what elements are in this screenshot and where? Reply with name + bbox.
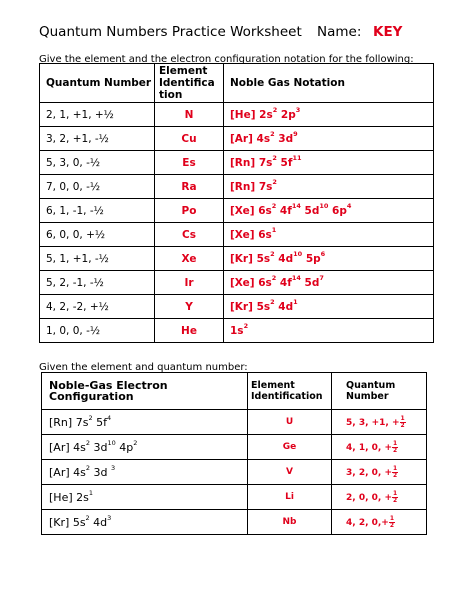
superscript: 1 bbox=[88, 488, 93, 497]
quantum-number-cell: 5, 3, 0, -½ bbox=[40, 151, 155, 175]
spin-fraction bbox=[400, 416, 406, 429]
header-quantum-number: Quantum Number bbox=[40, 64, 155, 103]
notation-part: 3d bbox=[90, 465, 111, 479]
superscript: 2 bbox=[271, 202, 277, 210]
fraction-numerator: 1 bbox=[392, 439, 398, 447]
notation-part: [Rn] 7s bbox=[49, 415, 89, 429]
qn-prefix: 5, 3, +1, + bbox=[346, 417, 400, 428]
notation-part: [Xe] 6s bbox=[230, 228, 272, 241]
quantum-number-cell: 5, 1, +1, -½ bbox=[40, 247, 155, 271]
table-row bbox=[40, 127, 434, 151]
notation-part: 4f bbox=[276, 276, 292, 289]
element-cell: Ir bbox=[155, 271, 224, 295]
superscript: 2 bbox=[272, 178, 277, 186]
table-row bbox=[40, 199, 434, 223]
superscript: 14 bbox=[291, 202, 301, 210]
quantum-number-table bbox=[41, 372, 427, 535]
table-row bbox=[40, 223, 434, 247]
qn-prefix: 2, 0, 0, + bbox=[346, 492, 392, 503]
notation-part: 4d bbox=[274, 252, 294, 265]
notation-cell bbox=[224, 247, 434, 271]
superscript: 2 bbox=[88, 413, 93, 422]
quantum-number-cell bbox=[332, 485, 427, 510]
quantum-number-cell: 6, 0, 0, +½ bbox=[40, 223, 155, 247]
superscript: 1 bbox=[271, 226, 277, 234]
notation-part: [Kr] 5s bbox=[230, 300, 271, 313]
notation-part: 4p bbox=[115, 440, 134, 454]
header-element-identification bbox=[248, 373, 332, 410]
quantum-number-cell: 3, 2, +1, -½ bbox=[40, 127, 155, 151]
header-element-line2: Identifica bbox=[159, 77, 215, 89]
notation-cell bbox=[224, 295, 434, 319]
element-cell: Cs bbox=[155, 223, 224, 247]
section1-instruction: Give the element and the electron configuration notation for the following: bbox=[39, 54, 414, 65]
table-row bbox=[40, 295, 434, 319]
fraction-denominator: 2 bbox=[392, 446, 398, 454]
superscript: 3 bbox=[107, 513, 112, 522]
worksheet-title: Quantum Numbers Practice Worksheet bbox=[39, 24, 302, 40]
superscript: 2 bbox=[270, 250, 275, 258]
quantum-number-cell: 4, 2, -2, +½ bbox=[40, 295, 155, 319]
superscript: 9 bbox=[293, 130, 298, 138]
table-row bbox=[42, 410, 427, 435]
notation-part: [Ar] 4s bbox=[230, 132, 271, 145]
superscript: 10 bbox=[107, 438, 116, 447]
header-element-line2: Identification bbox=[251, 391, 323, 402]
notation-part: 3d bbox=[274, 132, 294, 145]
notation-cell bbox=[224, 199, 434, 223]
table-row bbox=[40, 103, 434, 127]
superscript: 2 bbox=[270, 298, 275, 306]
notation-part: [Xe] 6s bbox=[230, 204, 272, 217]
superscript: 11 bbox=[292, 154, 302, 162]
notation-part: 2p bbox=[277, 108, 296, 121]
table-row bbox=[42, 460, 427, 485]
fraction-denominator: 2 bbox=[392, 471, 398, 479]
element-cell: Po bbox=[155, 199, 224, 223]
spin-fraction bbox=[389, 516, 395, 529]
notation-cell bbox=[224, 127, 434, 151]
superscript: 7 bbox=[319, 274, 324, 282]
configuration-cell bbox=[42, 410, 248, 435]
notation-cell bbox=[224, 319, 434, 343]
notation-part: [Kr] 5s bbox=[230, 252, 271, 265]
superscript: 2 bbox=[85, 513, 90, 522]
qn-prefix: 4, 2, 0,+ bbox=[346, 517, 389, 528]
element-cell: U bbox=[248, 410, 332, 435]
configuration-cell bbox=[42, 435, 248, 460]
superscript: 3 bbox=[295, 106, 301, 114]
quantum-number-cell: 2, 1, +1, +½ bbox=[40, 103, 155, 127]
notation-part: 5f bbox=[92, 415, 107, 429]
fraction-denominator: 2 bbox=[389, 521, 395, 529]
superscript: 2 bbox=[272, 106, 278, 114]
quantum-number-cell: 6, 1, -1, -½ bbox=[40, 199, 155, 223]
notation-cell bbox=[224, 223, 434, 247]
element-cell: Xe bbox=[155, 247, 224, 271]
element-cell: N bbox=[155, 103, 224, 127]
table-row bbox=[40, 151, 434, 175]
superscript: 2 bbox=[133, 438, 138, 447]
quantum-number-cell bbox=[332, 460, 427, 485]
table-row bbox=[40, 319, 434, 343]
name-label: Name: bbox=[317, 24, 362, 40]
fraction-denominator: 2 bbox=[400, 421, 405, 429]
superscript: 4 bbox=[346, 202, 352, 210]
notation-cell bbox=[224, 175, 434, 199]
notation-part: 4d bbox=[274, 300, 294, 313]
table-row bbox=[40, 271, 434, 295]
superscript: 2 bbox=[270, 130, 275, 138]
header-element-line1: Element bbox=[251, 380, 295, 391]
notation-part: [Rn] 7s bbox=[230, 156, 273, 169]
header-qn-line1: Quantum bbox=[346, 380, 396, 391]
header-element-line1: Element bbox=[159, 65, 208, 77]
quantum-number-cell bbox=[332, 410, 427, 435]
element-cell: Y bbox=[155, 295, 224, 319]
notation-part: 5f bbox=[276, 156, 293, 169]
superscript: 4 bbox=[106, 413, 112, 422]
superscript: 10 bbox=[293, 250, 303, 258]
notation-part: [Ar] 4s bbox=[49, 465, 86, 479]
notation-part: 3d bbox=[90, 440, 108, 454]
fraction-numerator: 1 bbox=[392, 464, 398, 472]
fraction-numerator: 1 bbox=[392, 489, 398, 497]
spin-fraction bbox=[392, 466, 398, 479]
notation-part: 5d bbox=[300, 204, 320, 217]
qn-prefix: 4, 1, 0, + bbox=[346, 442, 392, 453]
notation-part: 5p bbox=[302, 252, 321, 265]
notation-part: 4f bbox=[276, 204, 292, 217]
configuration-cell bbox=[42, 460, 248, 485]
quantum-number-cell bbox=[332, 435, 427, 460]
element-cell: Ra bbox=[155, 175, 224, 199]
spin-fraction bbox=[392, 441, 398, 454]
element-cell: Nb bbox=[248, 510, 332, 535]
configuration-cell bbox=[42, 485, 248, 510]
table-header-row bbox=[42, 373, 427, 410]
element-cell: Ge bbox=[248, 435, 332, 460]
notation-part: [He] 2s bbox=[49, 490, 89, 504]
fraction-numerator: 1 bbox=[400, 414, 405, 422]
quantum-number-cell: 7, 0, 0, -½ bbox=[40, 175, 155, 199]
quantum-number-cell bbox=[332, 510, 427, 535]
table-row bbox=[40, 175, 434, 199]
header-element-identification bbox=[155, 64, 224, 103]
table-row bbox=[42, 510, 427, 535]
quantum-number-cell: 5, 2, -1, -½ bbox=[40, 271, 155, 295]
element-cell: V bbox=[248, 460, 332, 485]
notation-part: 5d bbox=[300, 276, 320, 289]
fraction-denominator: 2 bbox=[392, 496, 398, 504]
name-value: KEY bbox=[373, 24, 403, 40]
element-cell: Li bbox=[248, 485, 332, 510]
electron-configuration-table bbox=[39, 63, 434, 343]
table-row bbox=[42, 435, 427, 460]
notation-part: 1s bbox=[230, 324, 244, 337]
table-row bbox=[42, 485, 427, 510]
notation-part: [Rn] 7s bbox=[230, 180, 273, 193]
section2-instruction: Given the element and quantum number: bbox=[39, 362, 248, 373]
superscript: 2 bbox=[85, 438, 90, 447]
header-noble-gas-notation: Noble Gas Notation bbox=[224, 64, 434, 103]
notation-cell bbox=[224, 151, 434, 175]
superscript: 2 bbox=[271, 274, 277, 282]
table-row bbox=[40, 247, 434, 271]
qn-prefix: 3, 2, 0, + bbox=[346, 467, 392, 478]
quantum-number-cell: 1, 0, 0, -½ bbox=[40, 319, 155, 343]
superscript: 10 bbox=[319, 202, 329, 210]
notation-part: [He] 2s bbox=[230, 108, 273, 121]
header-noble-gas-config: Noble-Gas Electron Configuration bbox=[42, 373, 248, 410]
notation-part: 6p bbox=[328, 204, 347, 217]
superscript: 6 bbox=[320, 250, 326, 258]
element-cell: Es bbox=[155, 151, 224, 175]
notation-part: [Xe] 6s bbox=[230, 276, 272, 289]
superscript: 3 bbox=[110, 463, 116, 472]
superscript: 2 bbox=[243, 322, 249, 330]
notation-part: [Ar] 4s bbox=[49, 440, 86, 454]
notation-part: 4d bbox=[89, 515, 108, 529]
superscript: 1 bbox=[293, 298, 298, 306]
notation-cell bbox=[224, 103, 434, 127]
configuration-cell bbox=[42, 510, 248, 535]
notation-part: [Kr] 5s bbox=[49, 515, 86, 529]
element-cell: Cu bbox=[155, 127, 224, 151]
spin-fraction bbox=[392, 491, 398, 504]
table-header-row bbox=[40, 64, 434, 103]
notation-cell bbox=[224, 271, 434, 295]
fraction-numerator: 1 bbox=[389, 514, 395, 522]
superscript: 2 bbox=[85, 463, 90, 472]
superscript: 2 bbox=[272, 154, 277, 162]
header-element-line3: tion bbox=[159, 89, 183, 101]
header-quantum-number bbox=[332, 373, 427, 410]
element-cell: He bbox=[155, 319, 224, 343]
header-qn-line2: Number bbox=[346, 391, 389, 402]
superscript: 14 bbox=[291, 274, 301, 282]
